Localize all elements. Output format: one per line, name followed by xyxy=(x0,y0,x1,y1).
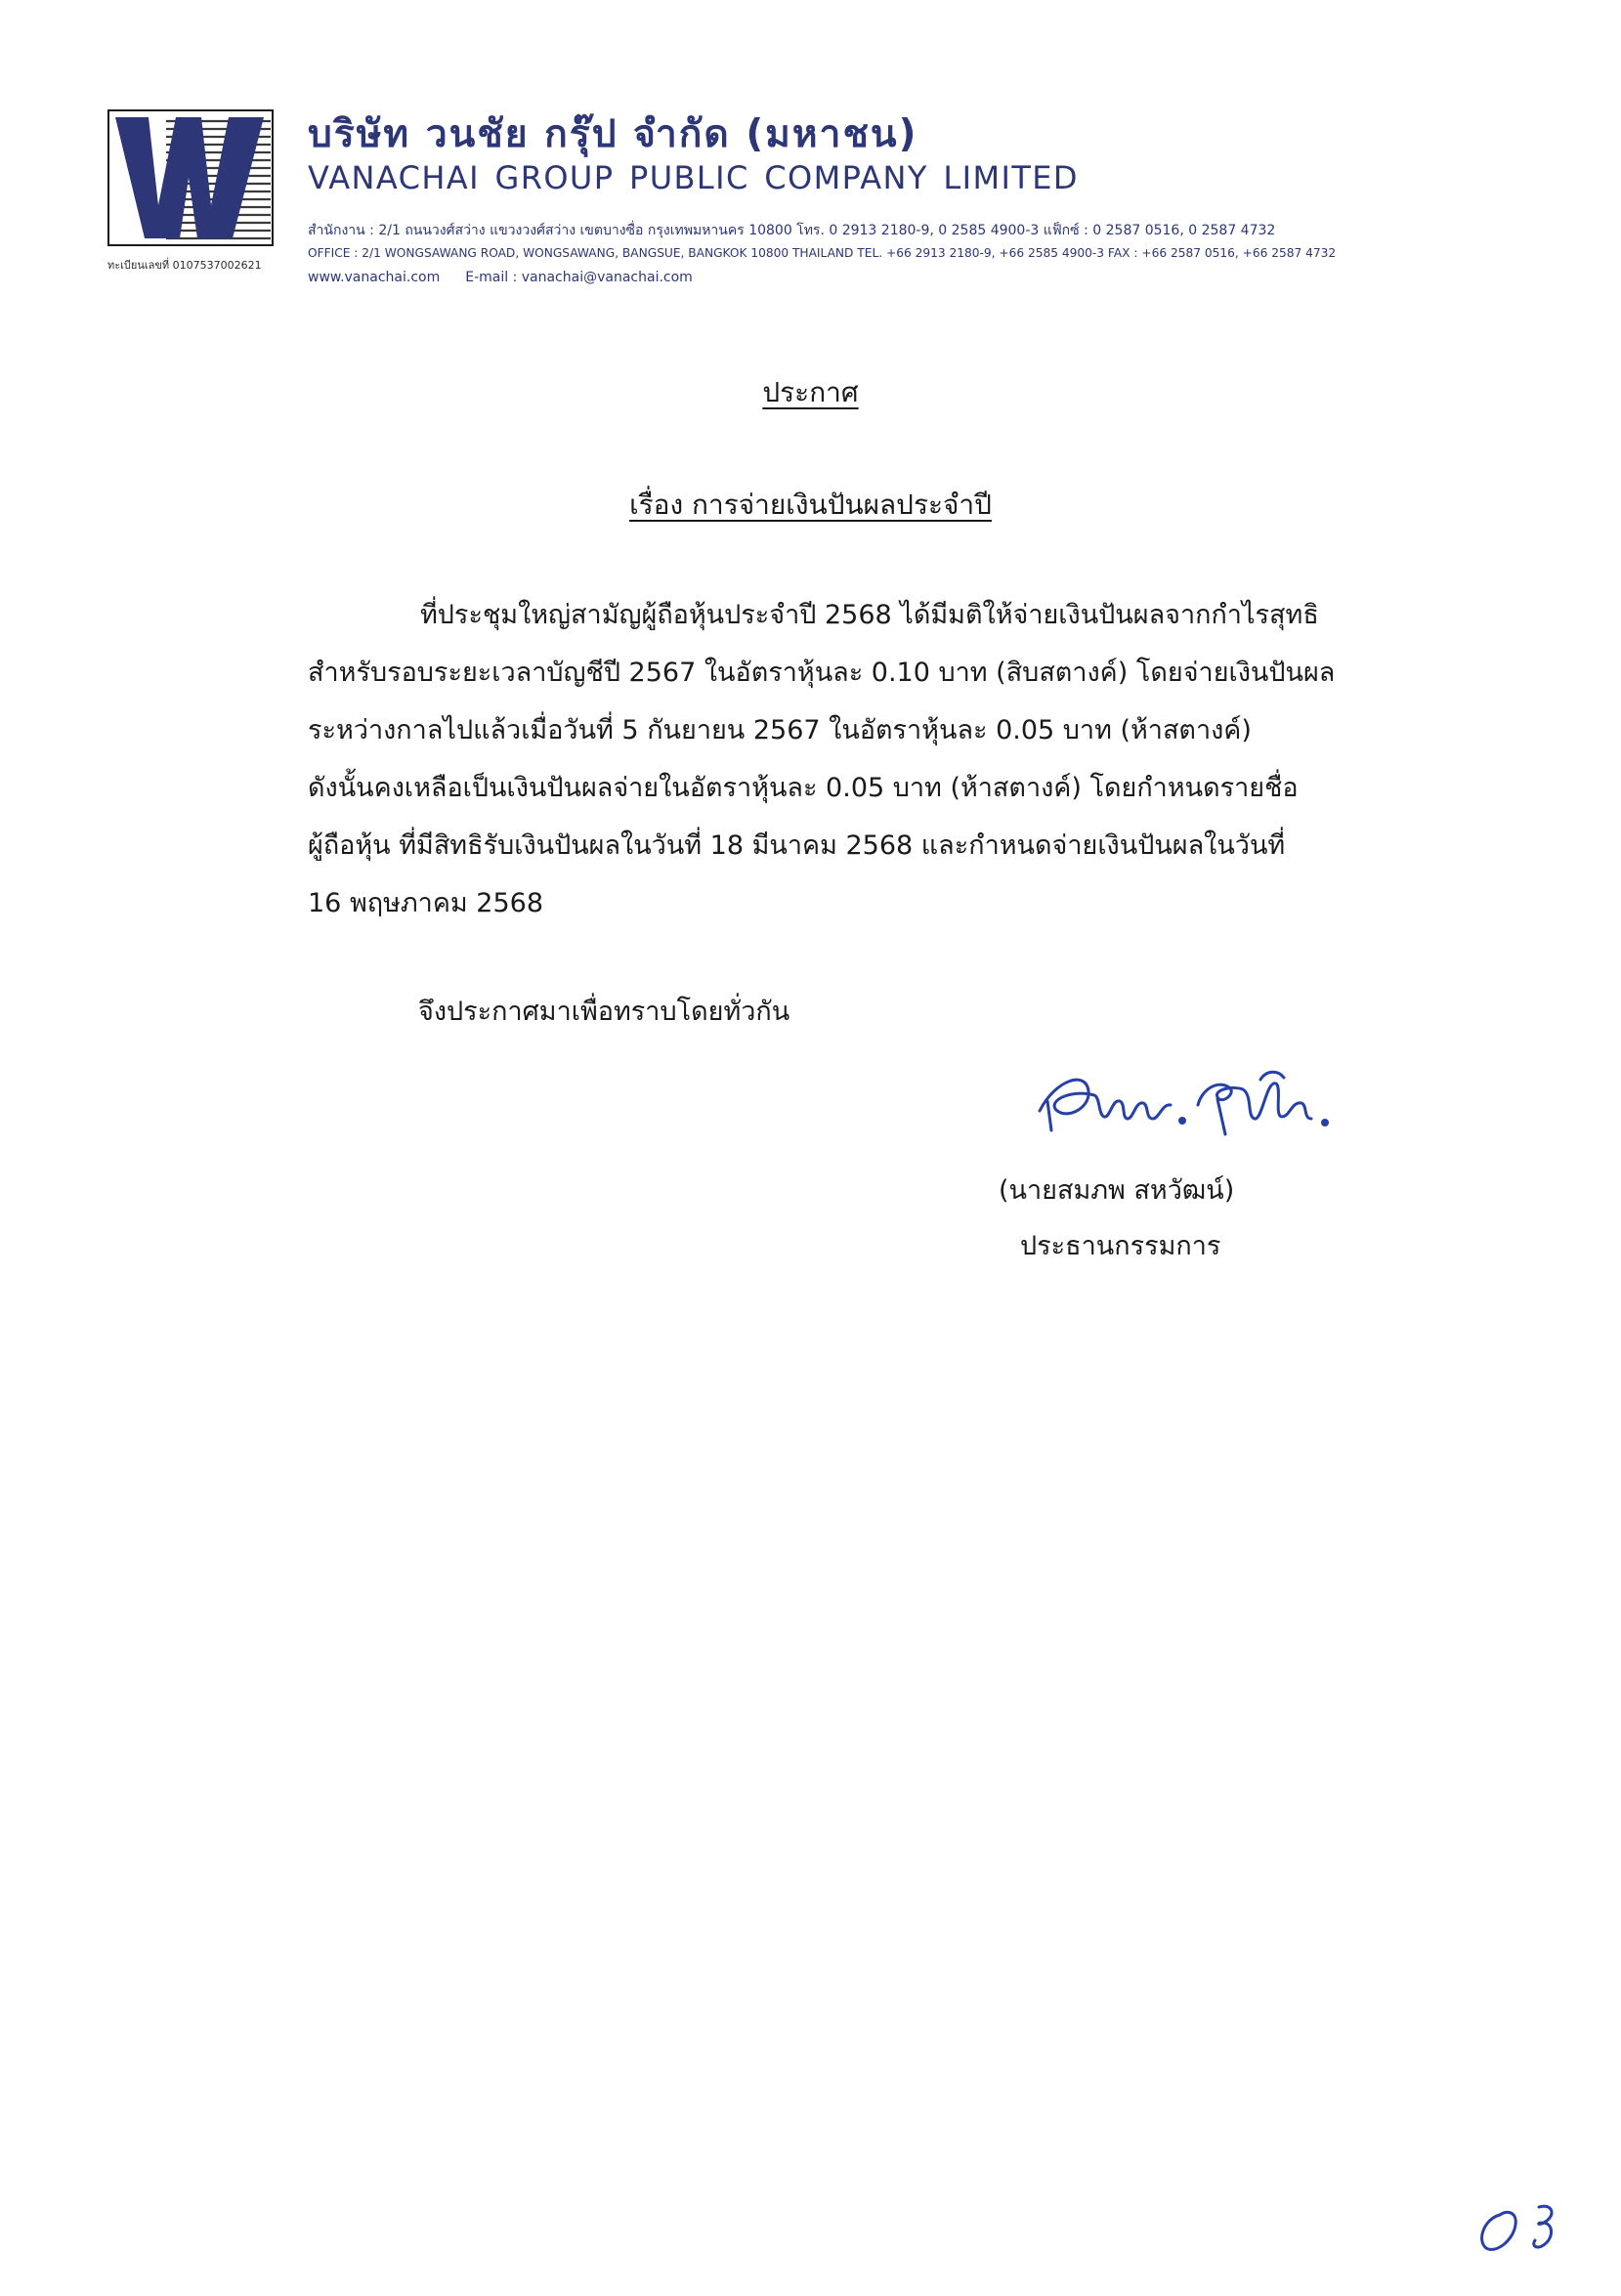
announcement-title: ประกาศ xyxy=(762,376,859,408)
announcement-subject: เรื่อง การจ่ายเงินปันผลประจำปี xyxy=(629,489,992,521)
closing-statement: จึงประกาศมาเพื่อทราบโดยทั่วกัน xyxy=(418,997,790,1027)
body-line: ดังนั้นคงเหลือเป็นเงินปันผลจ่ายในอัตราหุ้นละ 0.05 บาท (ห้าสตางค์) โดยกำหนดรายชื่อ xyxy=(308,773,1299,803)
body-line: ที่ประชุมใหญ่สามัญผู้ถือหุ้นประจำปี 2568 ได้มีมติให้จ่ายเงินปันผลจากกำไรสุทธิ xyxy=(420,600,1319,630)
address-thai: สำนักงาน : 2/1 ถนนวงศ์สว่าง แขวงวงศ์สว่าง เขตบางซื่อ กรุงเทพมหานคร 10800 โทร. 0 2913 2180-9, 0 2585 4900-3 แฟ็กซ์ : 0 2587 0516, 0 2587 4732 xyxy=(308,223,1276,238)
website-link[interactable]: www.vanachai.com xyxy=(308,270,441,285)
company-logo xyxy=(107,109,274,246)
letterhead xyxy=(107,109,1554,295)
contact-line xyxy=(308,270,693,285)
signer-position: ประธานกรรมการ xyxy=(1020,1231,1221,1261)
registration-number: ทะเบียนเลขที่ 0107537002621 xyxy=(107,259,262,272)
company-name-thai: บริษัท วนชัย กรุ๊ป จำกัด (มหาชน) xyxy=(308,112,918,156)
email-link[interactable]: E-mail : vanachai@vanachai.com xyxy=(465,270,693,285)
body-line: 16 พฤษภาคม 2568 xyxy=(308,888,543,918)
address-english: OFFICE : 2/1 WONGSAWANG ROAD, WONGSAWANG, BANGSUE, BANGKOK 10800 THAILAND TEL. +66 2913 2180-9, +66 2585 4900-3 FAX : +66 2587 0516, +66 2587 4732 xyxy=(308,246,1337,260)
body-line: สำหรับรอบระยะเวลาบัญชีปี 2567 ในอัตราหุ้นละ 0.10 บาท (สิบสตางค์) โดยจ่ายเงินปันผล xyxy=(308,658,1336,688)
company-name-english: VANACHAI GROUP PUBLIC COMPANY LIMITED xyxy=(308,159,1079,196)
announcement-body xyxy=(308,586,1383,932)
handwritten-signature xyxy=(1026,1041,1348,1158)
signer-name: (นายสมภพ สหวัฒน์) xyxy=(999,1175,1235,1206)
body-line: ระหว่างกาลไปแล้วเมื่อวันที่ 5 กันยายน 2567 ในอัตราหุ้นละ 0.05 บาท (ห้าสตางค์) xyxy=(308,715,1252,745)
body-line: ผู้ถือหุ้น ที่มีสิทธิรับเงินปันผลในวันที่ 18 มีนาคม 2568 และกำหนดจ่ายเงินปันผลในวันที่ xyxy=(308,830,1286,861)
handwritten-initials xyxy=(1471,2193,1578,2262)
